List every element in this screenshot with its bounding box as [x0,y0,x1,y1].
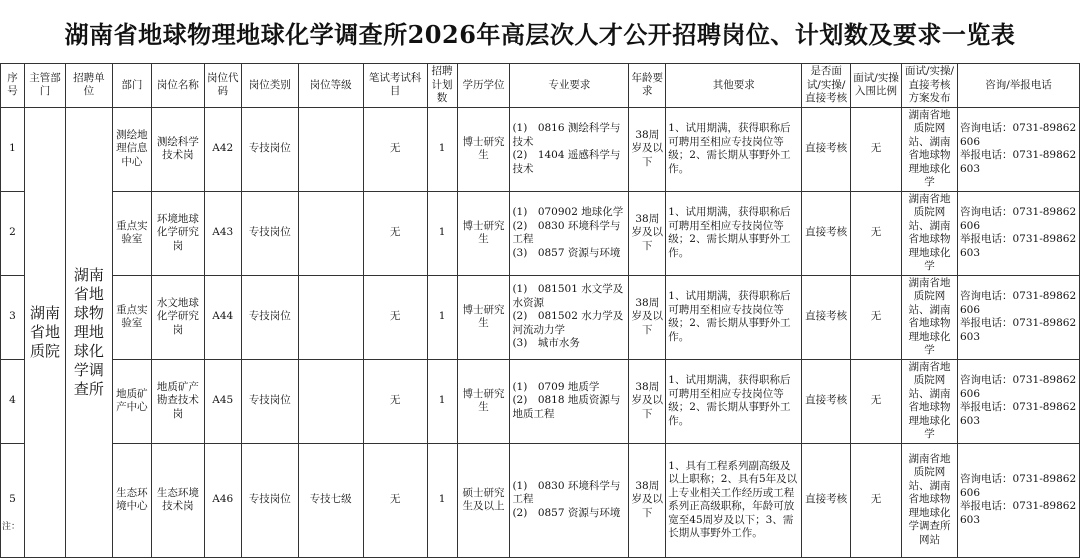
ratio-cell: 无 [851,443,902,557]
level-cell [298,275,363,359]
table-row [1,191,1080,275]
assess-cell: 直接考核 [802,359,851,443]
phone-cell: 咨询电话：0731-89862606 举报电话：0731-89862603 [957,191,1079,275]
post-cell: 测绘科学技术岗 [151,107,204,191]
header-row [1,64,1080,108]
header-cell: 笔试考试科目 [363,64,427,108]
count-cell: 1 [427,191,457,275]
post-cell: 地质矿产勘查技术岗 [151,359,204,443]
ratio-cell: 无 [851,275,902,359]
header-cell: 面试/实操/直接考核方案发布 [902,64,958,108]
footnote-label: 注： [2,522,21,532]
unit-cell: 湖南省地球物理地球化学调查所 [65,107,112,557]
category-cell: 专技岗位 [241,275,298,359]
level-cell: 专技七级 [298,443,363,557]
category-cell: 专技岗位 [241,191,298,275]
edu-cell: 博士研究生 [457,107,510,191]
publish-cell: 湖南省地质院网站、湖南省地球物理地球化学调查所网站 [902,443,958,557]
page-title: 湖南省地球物理地球化学调查所2026年高层次人才公开招聘岗位、计划数及要求一览表 [64,19,1016,49]
edu-cell: 博士研究生 [457,191,510,275]
table-row [1,359,1080,443]
major-cell: (1) 0709 地质学 (2) 0818 地质资源与地质工程 [510,359,629,443]
exam-cell: 无 [363,107,427,191]
dept-cell: 重点实验室 [112,191,151,275]
header-cell: 岗位代码 [204,64,241,108]
edu-cell: 博士研究生 [457,359,510,443]
other-cell: 1、试用期满，获得职称后可聘用至相应专技岗位等级；2、需长期从事野外工作。 [666,359,802,443]
post-cell: 环境地球化学研究岗 [151,191,204,275]
recruitment-table [0,63,1080,558]
assess-cell: 直接考核 [802,191,851,275]
dept-cell: 测绘地理信息中心 [112,107,151,191]
phone-cell: 咨询电话：0731-89862606 举报电话：0731-89862603 [957,107,1079,191]
row-number: 2 [1,191,25,275]
category-cell: 专技岗位 [241,107,298,191]
row-number: 3 [1,275,25,359]
code-cell: A42 [204,107,241,191]
header-cell: 专业要求 [510,64,629,108]
exam-cell: 无 [363,359,427,443]
code-cell: A45 [204,359,241,443]
header-cell: 学历学位 [457,64,510,108]
other-cell: 1、试用期满，获得职称后可聘用至相应专技岗位等级；2、需长期从事野外工作。 [666,191,802,275]
other-cell: 1、具有工程系列副高级及以上职称；2、具有5年及以上专业相关工作经历或工程系列正高级职称，年龄可放宽至45周岁及以下；3、需长期从事野外工作。 [666,443,802,557]
count-cell: 1 [427,443,457,557]
header-cell: 其他要求 [666,64,802,108]
dept-cell: 地质矿产中心 [112,359,151,443]
table-row [1,107,1080,191]
age-cell: 38周岁及以下 [629,359,666,443]
assess-cell: 直接考核 [802,443,851,557]
dept-cell: 生态环境中心 [112,443,151,557]
header-cell: 咨询/举报电话 [957,64,1079,108]
age-cell: 38周岁及以下 [629,107,666,191]
exam-cell: 无 [363,275,427,359]
header-cell: 岗位等级 [298,64,363,108]
assess-cell: 直接考核 [802,107,851,191]
phone-cell: 咨询电话：0731-89862606 举报电话：0731-89862603 [957,275,1079,359]
count-cell: 1 [427,275,457,359]
row-number: 1 [1,107,25,191]
code-cell: A44 [204,275,241,359]
other-cell: 1、试用期满，获得职称后可聘用至相应专技岗位等级；2、需长期从事野外工作。 [666,107,802,191]
count-cell: 1 [427,359,457,443]
phone-cell: 咨询电话：0731-89862606 举报电话：0731-89862603 [957,443,1079,557]
post-cell: 水文地球化学研究岗 [151,275,204,359]
level-cell [298,191,363,275]
supervisor-cell: 湖南省地质院 [24,107,65,557]
header-cell: 招聘单位 [65,64,112,108]
row-number: 5 [1,443,25,557]
major-cell: (1) 0830 环境科学与工程 (2) 0857 资源与环境 [510,443,629,557]
header-cell: 部门 [112,64,151,108]
header-cell: 招聘计划数 [427,64,457,108]
major-cell: (1) 0816 测绘科学与技术 (2) 1404 遥感科学与技术 [510,107,629,191]
age-cell: 38周岁及以下 [629,191,666,275]
assess-cell: 直接考核 [802,275,851,359]
publish-cell: 湖南省地质院网站、湖南省地球物理地球化学 [902,359,958,443]
major-cell: (1) 081501 水文学及水资源 (2) 081502 水力学及河流动力学 (3) 城市水务 [510,275,629,359]
publish-cell: 湖南省地质院网站、湖南省地球物理地球化学 [902,275,958,359]
major-cell: (1) 070902 地球化学 (2) 0830 环境科学与工程 (3) 0857 资源与环境 [510,191,629,275]
row-number: 4 [1,359,25,443]
edu-cell: 硕士研究生及以上 [457,443,510,557]
header-cell: 岗位类别 [241,64,298,108]
dept-cell: 重点实验室 [112,275,151,359]
count-cell: 1 [427,107,457,191]
phone-cell: 咨询电话：0731-89862606 举报电话：0731-89862603 [957,359,1079,443]
level-cell [298,107,363,191]
category-cell: 专技岗位 [241,443,298,557]
code-cell: A43 [204,191,241,275]
ratio-cell: 无 [851,359,902,443]
level-cell [298,359,363,443]
age-cell: 38周岁及以下 [629,275,666,359]
ratio-cell: 无 [851,191,902,275]
header-cell: 年龄要求 [629,64,666,108]
exam-cell: 无 [363,191,427,275]
table-row [1,275,1080,359]
header-cell: 序号 [1,64,25,108]
code-cell: A46 [204,443,241,557]
edu-cell: 博士研究生 [457,275,510,359]
table-row [1,443,1080,557]
ratio-cell: 无 [851,107,902,191]
other-cell: 1、试用期满，获得职称后可聘用至相应专技岗位等级；2、需长期从事野外工作。 [666,275,802,359]
age-cell: 38周岁及以下 [629,443,666,557]
publish-cell: 湖南省地质院网站、湖南省地球物理地球化学 [902,107,958,191]
header-cell: 岗位名称 [151,64,204,108]
category-cell: 专技岗位 [241,359,298,443]
header-cell: 面试/实操入围比例 [851,64,902,108]
publish-cell: 湖南省地质院网站、湖南省地球物理地球化学 [902,191,958,275]
header-cell: 主管部门 [24,64,65,108]
recruitment-table-container [0,63,1080,558]
exam-cell: 无 [363,443,427,557]
post-cell: 生态环境技术岗 [151,443,204,557]
header-cell: 是否面试/实操/直接考核 [802,64,851,108]
